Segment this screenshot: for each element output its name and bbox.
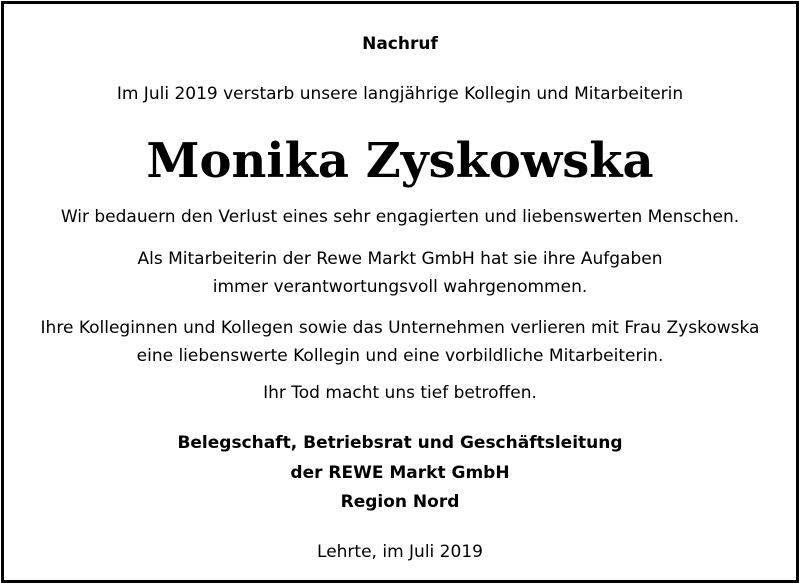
signature-line-2: der REWE Markt GmbH <box>290 463 510 483</box>
body-line-4: Ihre Kolleginnen und Kollegen sowie das Unternehmen verlieren mit Frau Zyskowska <box>40 318 760 338</box>
signature-line-3: Region Nord <box>340 492 460 512</box>
body-line-6: Ihr Tod macht uns tief betroffen. <box>263 383 537 403</box>
intro-text: Im Juli 2019 verstarb unsere langjährige Kollegin und Mitarbeiterin <box>116 84 684 104</box>
body-line-3: immer verantwortungsvoll wahrgenommen. <box>212 277 588 297</box>
signature-line-1: Belegschaft, Betriebsrat und Geschäftsleitung <box>177 433 623 453</box>
place-date: Lehrte, im Juli 2019 <box>317 542 483 562</box>
body-line-1: Wir bedauern den Verlust eines sehr engagierten und liebenswerten Menschen. <box>60 207 740 227</box>
obituary-frame <box>1 1 799 583</box>
body-line-5: eine liebenswerte Kollegin und eine vorbildliche Mitarbeiterin. <box>136 346 664 366</box>
deceased-name: Monika Zyskowska <box>146 133 654 189</box>
obituary-heading: Nachruf <box>362 34 438 54</box>
body-line-2: Als Mitarbeiterin der Rewe Markt GmbH hat sie ihre Aufgaben <box>137 249 663 269</box>
